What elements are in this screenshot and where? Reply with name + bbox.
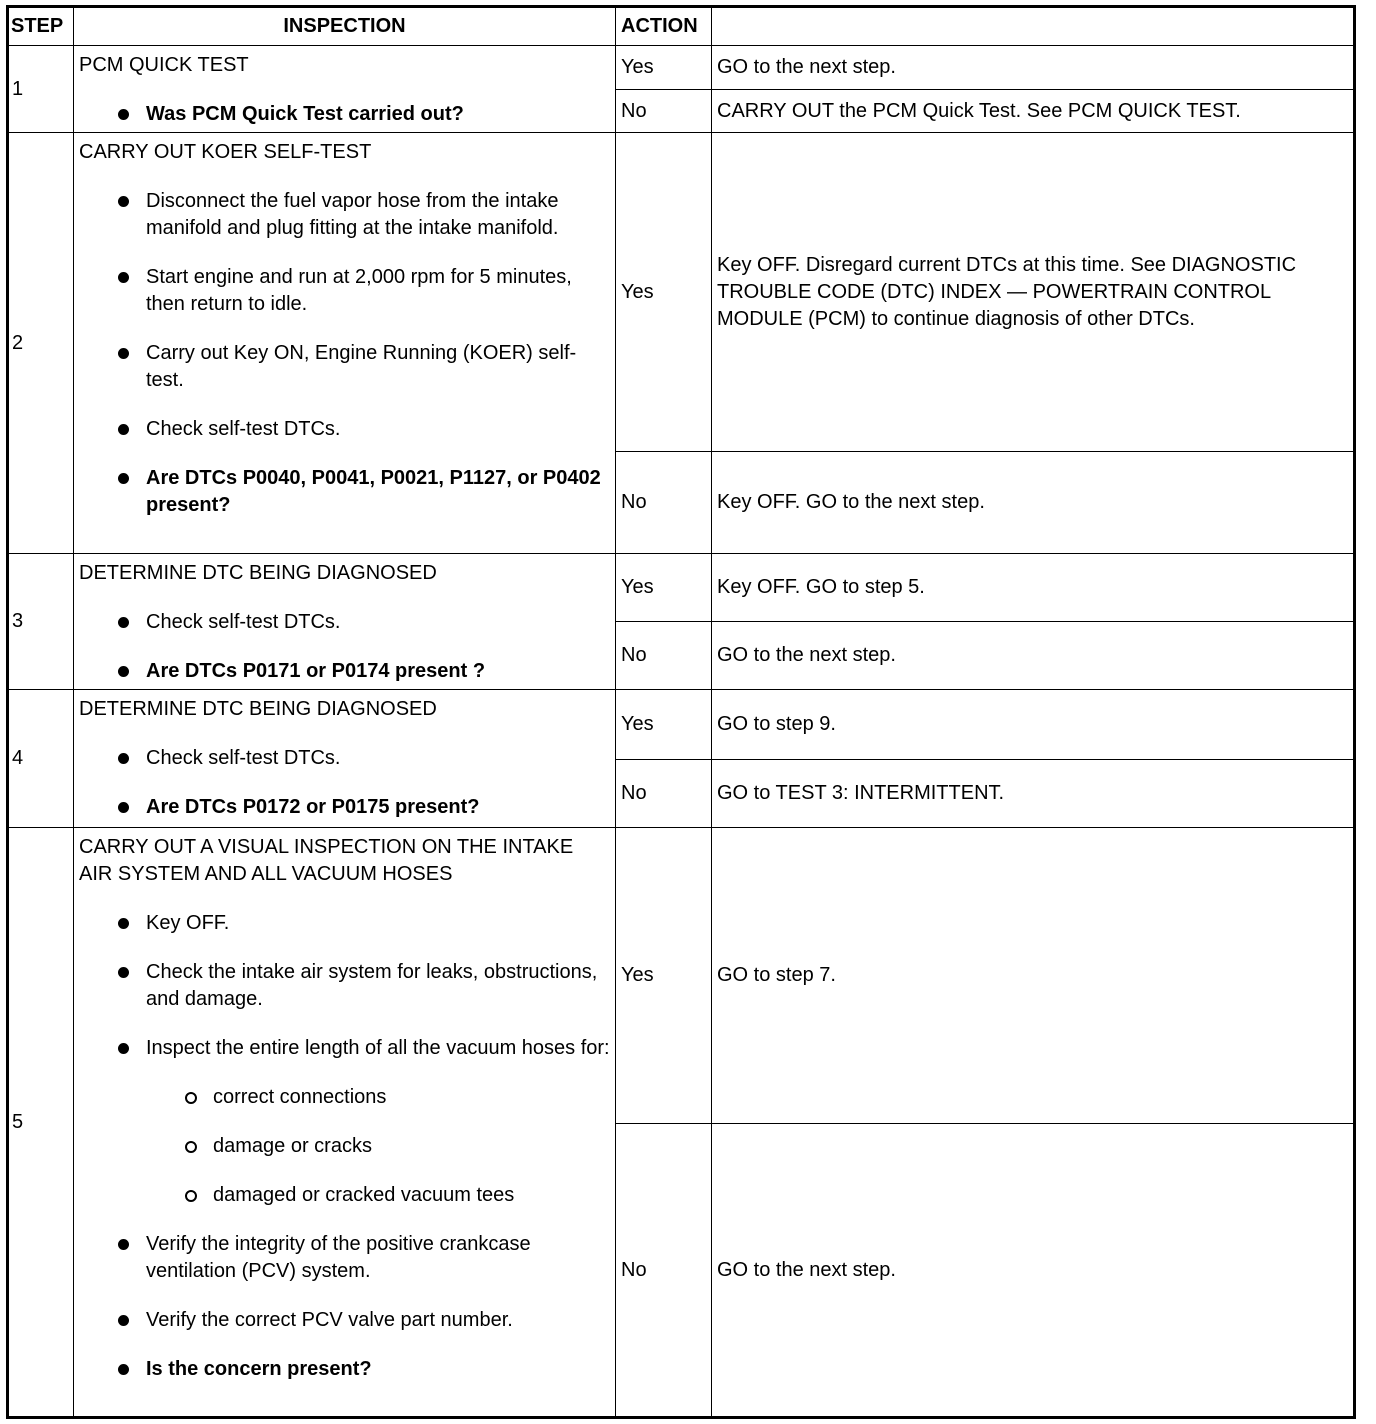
header-row xyxy=(8,7,1355,46)
header-action: ACTION xyxy=(616,7,712,46)
header-inspection: INSPECTION xyxy=(74,7,616,46)
answer-no: No xyxy=(616,452,712,554)
answer-yes: Yes xyxy=(616,46,712,90)
table-row xyxy=(8,690,1355,760)
action-yes: Key OFF. GO to step 5. xyxy=(712,554,1355,622)
bullet-item: Check self-test DTCs. xyxy=(79,416,610,443)
answer-no: No xyxy=(616,760,712,828)
inspection-title: DETERMINE DTC BEING DIAGNOSED xyxy=(79,698,437,720)
bullet-item: Inspect the entire length of all the vacuum hoses for: xyxy=(79,1035,610,1062)
action-yes: GO to step 9. xyxy=(712,690,1355,760)
action-yes: GO to step 7. xyxy=(712,828,1355,1124)
inspection-cell xyxy=(74,46,616,133)
inspection-cell xyxy=(74,828,616,1418)
step-number: 5 xyxy=(8,828,74,1418)
sub-bullet-item: damage or cracks xyxy=(79,1133,610,1160)
bullet-item: Check the intake air system for leaks, obstructions, and damage. xyxy=(79,959,610,1013)
bullet-item: Carry out Key ON, Engine Running (KOER) self-test. xyxy=(79,340,610,394)
bullet-item: Verify the correct PCV valve part number. xyxy=(79,1307,610,1334)
action-no: Key OFF. GO to the next step. xyxy=(712,452,1355,554)
bullet-item: Key OFF. xyxy=(79,910,610,937)
answer-yes: Yes xyxy=(616,690,712,760)
step-number: 2 xyxy=(8,133,74,554)
action-no: GO to the next step. xyxy=(712,622,1355,690)
header-step: STEP xyxy=(8,7,74,46)
answer-yes: Yes xyxy=(616,554,712,622)
action-no: GO to TEST 3: INTERMITTENT. xyxy=(712,760,1355,828)
answer-yes: Yes xyxy=(616,828,712,1124)
table-row xyxy=(8,133,1355,452)
step-number: 4 xyxy=(8,690,74,828)
bullet-question: Was PCM Quick Test carried out? xyxy=(79,101,610,128)
inspection-title: PCM QUICK TEST xyxy=(79,54,249,76)
action-no: CARRY OUT the PCM Quick Test. See PCM QUICK TEST. xyxy=(712,90,1355,133)
sub-bullet-item: correct connections xyxy=(79,1084,610,1111)
answer-no: No xyxy=(616,1124,712,1418)
action-no: GO to the next step. xyxy=(712,1124,1355,1418)
step-number: 1 xyxy=(8,46,74,133)
bullet-question: Are DTCs P0172 or P0175 present? xyxy=(79,794,610,821)
inspection-title: CARRY OUT A VISUAL INSPECTION ON THE INTAKE AIR SYSTEM AND ALL VACUUM HOSES xyxy=(79,836,574,885)
header-result xyxy=(712,7,1355,46)
inspection-cell xyxy=(74,690,616,828)
diagnostic-table xyxy=(6,5,1356,1419)
answer-no: No xyxy=(616,90,712,133)
bullet-item: Check self-test DTCs. xyxy=(79,609,610,636)
action-yes: Key OFF. Disregard current DTCs at this time. See DIAGNOSTIC TROUBLE CODE (DTC) INDEX — POWERTRAIN CONTROL MODULE (PCM) to continue diagnosis of other DTCs. xyxy=(712,133,1355,452)
inspection-title: DETERMINE DTC BEING DIAGNOSED xyxy=(79,562,437,584)
bullet-item: Disconnect the fuel vapor hose from the intake manifold and plug fitting at the intake manifold. xyxy=(79,188,610,242)
bullet-item: Check self-test DTCs. xyxy=(79,745,610,772)
inspection-cell xyxy=(74,133,616,554)
bullet-question: Is the concern present? xyxy=(79,1356,610,1383)
answer-yes: Yes xyxy=(616,133,712,452)
bullet-item: Start engine and run at 2,000 rpm for 5 minutes, then return to idle. xyxy=(79,264,610,318)
step-number: 3 xyxy=(8,554,74,690)
inspection-cell xyxy=(74,554,616,690)
bullet-question: Are DTCs P0040, P0041, P0021, P1127, or P0402 present? xyxy=(79,465,610,519)
table-row xyxy=(8,46,1355,90)
bullet-item: Verify the integrity of the positive crankcase ventilation (PCV) system. xyxy=(79,1231,610,1285)
answer-no: No xyxy=(616,622,712,690)
inspection-title: CARRY OUT KOER SELF-TEST xyxy=(79,141,372,163)
sub-bullet-item: damaged or cracked vacuum tees xyxy=(79,1182,610,1209)
table-row xyxy=(8,554,1355,622)
bullet-question: Are DTCs P0171 or P0174 present ? xyxy=(79,658,610,685)
action-yes: GO to the next step. xyxy=(712,46,1355,90)
table-row xyxy=(8,828,1355,1124)
